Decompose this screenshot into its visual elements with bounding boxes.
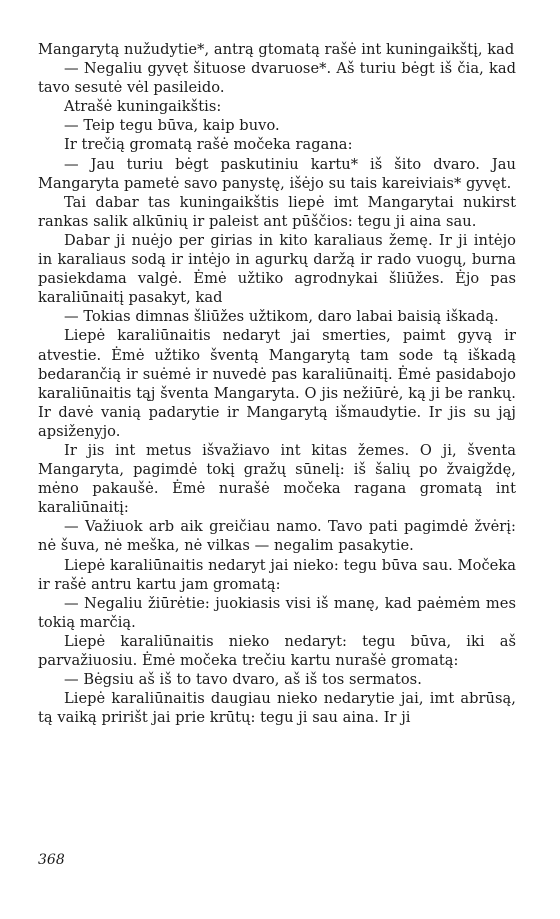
paragraph-9: — Tokias dimnas šliūžes užtikom, daro labai baisią iškadą.: [64, 308, 499, 326]
paragraph-7: Tai dabar tas kuningaikštis liepė imt Mangarytai nukirst rankas salik alkūnių ir paleist ant pūščios: tegu ji aina sau.: [38, 193, 516, 230]
paragraph-13: Liepė karaliūnaitis nedaryt jai nieko: tegu būva sau. Močeka ir rašė antru kartu jam gromatą:: [38, 556, 516, 593]
paragraph-6: — Jau turiu bėgt paskutiniu kartu* iš šito dvaro. Jau Mangaryta pametė savo panystę, išėjo su tais kareiviais* gyvęt.: [38, 155, 516, 192]
paragraph-5: Ir trečią gromatą rašė močeka ragana:: [64, 136, 353, 154]
page-number: 368: [38, 852, 65, 868]
paragraph-2: — Negaliu gyvęt šituose dvaruose*. Aš turiu bėgt iš čia, kad tavo sesutė vėl pasileido.: [38, 60, 516, 97]
paragraph-14: — Negaliu žiūrėtie: juokiasis visi iš manę, kad paėmėm mes tokią marčią.: [38, 594, 516, 631]
paragraph-8: Dabar ji nuėjo per girias in kito karaliaus žemę. Ir ji intėjo in karaliaus sodą ir intėjo in agurkų daržą ir rado vuogų, burna pasiekdama valgė. Ėmė užtiko agrodnykai šliūžes. Ėjo pas karaliūnaitį pasakyt, kad: [38, 231, 516, 307]
page-body: [38, 40, 516, 727]
paragraph-11: Ir jis int metus išvažiavo int kitas žemes. O ji, šventa Mangaryta, pagimdė tokį gražų sūnelį: iš šalių po žvaigždę, mėno pakaušė. Ėmė nurašė močeka ragana gromatą int karaliūnaitį:: [38, 441, 516, 517]
paragraph-12: — Važiuok arb aik greičiau namo. Tavo pati pagimdė žvėrį: nė šuva, nė meška, nė vilkas — negalim pasakytie.: [38, 518, 516, 555]
paragraph-1: Mangarytą nužudytie*, antrą gtomatą rašė int kuningaikštį, kad: [38, 41, 515, 58]
paragraph-4: — Teip tegu būva, kaip buvo.: [64, 117, 280, 135]
paragraph-10: Liepė karaliūnaitis nedaryt jai smerties, paimt gyvą ir atvestie. Ėmė užtiko šventą Mangarytą tam sode tą iškadą bedarančią ir suėmė ir nuvedė pas karaliūnaitį. Ėmė pasidabojo karaliūnaitis tąj šventa Mangaryta. O jis nežiūrė, ką ji be rankų. Ir davė vanią padarytie ir Mangarytą išmaudytie. Ir jis su jąj apsiženyjo.: [38, 327, 516, 440]
paragraph-3: Atrašė kuningaikštis:: [64, 98, 222, 116]
paragraph-16: — Bėgsiu aš iš to tavo dvaro, aš iš tos sermatos.: [64, 671, 422, 689]
paragraph-17: Liepė karaliūnaitis daugiau nieko nedarytie jai, imt abrūsą, tą vaiką pririšt jai prie krūtų: tegu ji sau aina. Ir ji: [38, 690, 516, 727]
paragraph-15: Liepė karaliūnaitis nieko nedaryt: tegu būva, iki aš parvažiuosiu. Ėmė močeka trečiu kartu nurašė gromatą:: [38, 632, 516, 669]
